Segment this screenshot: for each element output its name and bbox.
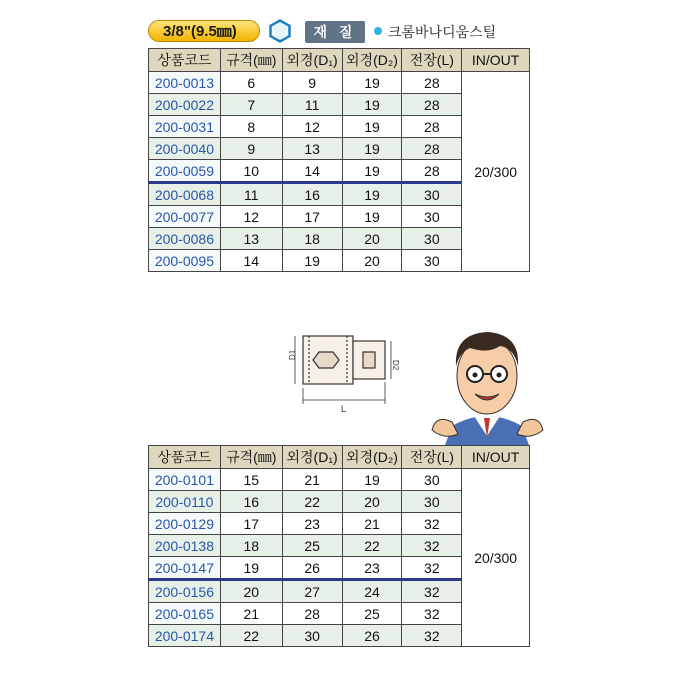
d2-cell: 20 xyxy=(342,491,402,513)
product-code-cell: 200-0165 xyxy=(149,603,221,625)
d1-cell: 14 xyxy=(282,160,342,183)
size-cell: 9 xyxy=(220,138,282,160)
size-badge: 3/8"(9.5㎜) xyxy=(148,20,260,42)
d2-cell: 22 xyxy=(342,535,402,557)
size-cell: 7 xyxy=(220,94,282,116)
d2-cell: 20 xyxy=(342,250,402,272)
d1-cell: 21 xyxy=(282,469,342,491)
table-row xyxy=(149,469,530,491)
header-in-out: IN/OUT xyxy=(462,49,530,72)
length-cell: 32 xyxy=(402,557,462,580)
length-cell: 32 xyxy=(402,535,462,557)
header-length: 전장(L) xyxy=(402,446,462,469)
length-cell: 28 xyxy=(402,138,462,160)
in-out-cell: 20/300 xyxy=(462,469,530,647)
size-cell: 19 xyxy=(220,557,282,580)
product-code-cell: 200-0077 xyxy=(149,206,221,228)
header-outer-diameter-d1: 외경(D₁) xyxy=(282,446,342,469)
spec-table-2 xyxy=(148,445,530,647)
length-cell: 30 xyxy=(402,206,462,228)
d2-cell: 19 xyxy=(342,469,402,491)
size-cell: 13 xyxy=(220,228,282,250)
d1-cell: 18 xyxy=(282,228,342,250)
length-cell: 32 xyxy=(402,513,462,535)
d2-cell: 24 xyxy=(342,580,402,603)
d1-cell: 23 xyxy=(282,513,342,535)
length-cell: 28 xyxy=(402,116,462,138)
d1-cell: 12 xyxy=(282,116,342,138)
size-cell: 11 xyxy=(220,183,282,206)
product-code-cell: 200-0138 xyxy=(149,535,221,557)
d2-cell: 19 xyxy=(342,183,402,206)
product-code-cell: 200-0110 xyxy=(149,491,221,513)
product-code-cell: 200-0174 xyxy=(149,625,221,647)
socket-outline xyxy=(303,336,385,384)
length-cell: 28 xyxy=(402,160,462,183)
product-code-cell: 200-0068 xyxy=(149,183,221,206)
material-label: 재 질 xyxy=(305,21,365,43)
size-cell: 17 xyxy=(220,513,282,535)
length-cell: 30 xyxy=(402,250,462,272)
d1-cell: 9 xyxy=(282,72,342,94)
size-cell: 8 xyxy=(220,116,282,138)
d1-cell: 13 xyxy=(282,138,342,160)
d1-cell: 26 xyxy=(282,557,342,580)
hexagon-icon xyxy=(268,19,292,43)
product-code-cell: 200-0147 xyxy=(149,557,221,580)
length-cell: 30 xyxy=(402,491,462,513)
header-product-code: 상품코드 xyxy=(149,446,221,469)
d2-cell: 20 xyxy=(342,228,402,250)
header-outer-diameter-d2: 외경(D₂) xyxy=(342,446,402,469)
header-outer-diameter-d2: 외경(D₂) xyxy=(342,49,402,72)
header-in-out: IN/OUT xyxy=(462,446,530,469)
d1-cell: 19 xyxy=(282,250,342,272)
d2-cell: 19 xyxy=(342,116,402,138)
product-code-cell: 200-0095 xyxy=(149,250,221,272)
product-code-cell: 200-0129 xyxy=(149,513,221,535)
d2-cell: 21 xyxy=(342,513,402,535)
d1-cell: 30 xyxy=(282,625,342,647)
table-header-row xyxy=(149,49,530,72)
size-cell: 22 xyxy=(220,625,282,647)
size-cell: 10 xyxy=(220,160,282,183)
d2-cell: 23 xyxy=(342,557,402,580)
product-code-cell: 200-0022 xyxy=(149,94,221,116)
material-value: 크롬바나디움스틸 xyxy=(388,24,497,40)
in-out-cell: 20/300 xyxy=(462,72,530,272)
length-cell: 30 xyxy=(402,469,462,491)
size-cell: 16 xyxy=(220,491,282,513)
table-header-row xyxy=(149,446,530,469)
d1-cell: 25 xyxy=(282,535,342,557)
d2-cell: 19 xyxy=(342,94,402,116)
d1-cell: 27 xyxy=(282,580,342,603)
length-cell: 32 xyxy=(402,580,462,603)
socket-dimension-diagram xyxy=(285,328,410,418)
header-size: 규격(㎜) xyxy=(220,49,282,72)
length-cell: 28 xyxy=(402,72,462,94)
product-code-cell: 200-0156 xyxy=(149,580,221,603)
spec-table-1 xyxy=(148,48,530,272)
product-code-cell: 200-0031 xyxy=(149,116,221,138)
header-product-code: 상품코드 xyxy=(149,49,221,72)
d2-cell: 19 xyxy=(342,72,402,94)
header-size: 규격(㎜) xyxy=(220,446,282,469)
size-cell: 15 xyxy=(220,469,282,491)
mascot-illustration xyxy=(430,318,545,448)
length-cell: 30 xyxy=(402,228,462,250)
size-cell: 21 xyxy=(220,603,282,625)
d2-cell: 26 xyxy=(342,625,402,647)
header-length: 전장(L) xyxy=(402,49,462,72)
length-cell: 32 xyxy=(402,625,462,647)
length-cell: 30 xyxy=(402,183,462,206)
length-cell: 28 xyxy=(402,94,462,116)
size-cell: 14 xyxy=(220,250,282,272)
header-outer-diameter-d1: 외경(D₁) xyxy=(282,49,342,72)
product-code-cell: 200-0059 xyxy=(149,160,221,183)
d2-cell: 25 xyxy=(342,603,402,625)
d2-cell: 19 xyxy=(342,206,402,228)
length-cell: 32 xyxy=(402,603,462,625)
d2-cell: 19 xyxy=(342,160,402,183)
product-code-cell: 200-0013 xyxy=(149,72,221,94)
d1-cell: 22 xyxy=(282,491,342,513)
size-cell: 18 xyxy=(220,535,282,557)
bullet-icon xyxy=(374,27,382,35)
size-cell: 6 xyxy=(220,72,282,94)
label-l: L xyxy=(341,404,347,414)
product-code-cell: 200-0086 xyxy=(149,228,221,250)
d1-cell: 16 xyxy=(282,183,342,206)
size-cell: 20 xyxy=(220,580,282,603)
d1-cell: 11 xyxy=(282,94,342,116)
product-code-cell: 200-0040 xyxy=(149,138,221,160)
d2-cell: 19 xyxy=(342,138,402,160)
d1-cell: 17 xyxy=(282,206,342,228)
table-row xyxy=(149,72,530,94)
product-code-cell: 200-0101 xyxy=(149,469,221,491)
d1-cell: 28 xyxy=(282,603,342,625)
label-d2: D2 xyxy=(391,360,400,371)
label-d1: D1 xyxy=(288,349,297,360)
size-cell: 12 xyxy=(220,206,282,228)
